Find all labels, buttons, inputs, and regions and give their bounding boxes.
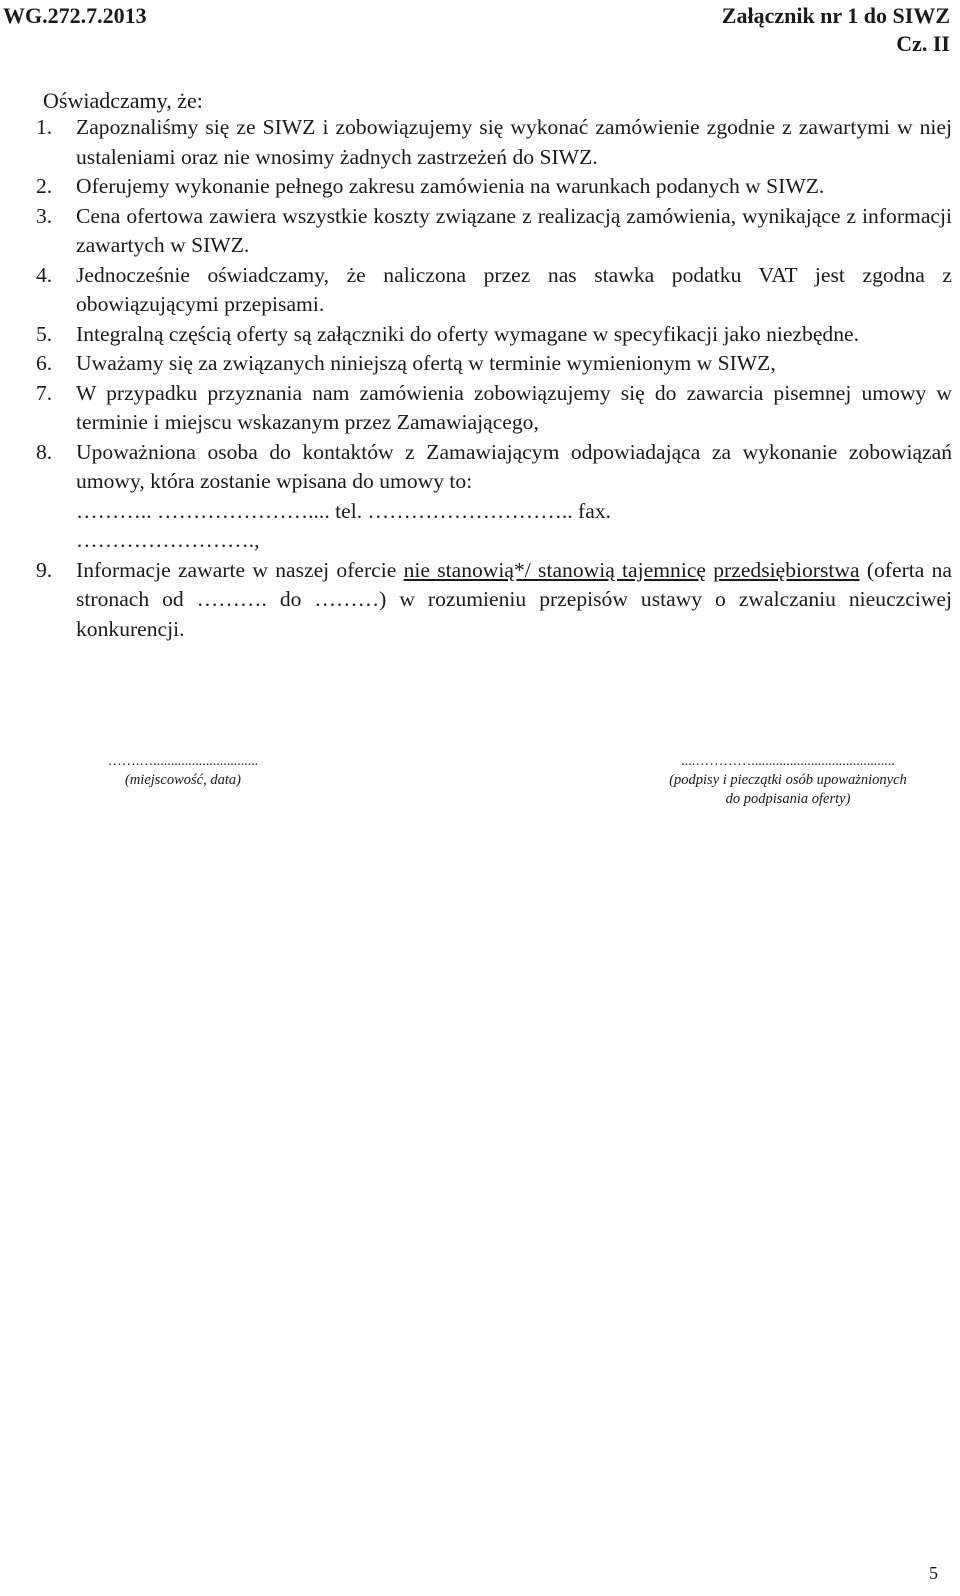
annex-part: Cz. II [896,31,950,56]
annex-header [722,2,950,58]
list-item-number: 5. [36,321,53,346]
list-item-number: 8. [36,439,53,464]
list-item [36,172,952,202]
contact-fill-in-line: ……….. ………………….... tel. ……………………….. fax. [76,498,612,523]
confidentiality-lead: Informacje zawarte w naszej ofercie [76,557,404,582]
list-item-number: 1. [36,115,53,139]
list-item-text [76,556,952,645]
authorized-signature-caption-1: (podpisy i pieczątki osób upoważnionych [669,772,907,788]
confidentiality-term: przedsiębiorstwa [713,557,860,582]
list-item-text: W przypadku przyznania nam zamówienia zobowiązujemy się do zawarcia pisemnej umowy w terminie i miejscu wskazanym przez Zamawiającego, [76,380,952,434]
list-item-text: Upoważniona osoba do kontaktów z Zamawiającym odpowiadająca za wykonanie zobowiązań umowy, która zostanie wpisana do umowy to: [76,439,952,493]
list-item [36,261,952,320]
list-item-text: Cena ofertowa zawiera wszystkie koszty związane z realizacją zamówienia, wynikające z informacji zawartych w SIWZ. [76,203,952,257]
list-item [36,320,952,350]
declaration-list [36,113,952,644]
authorized-signature-dotted-line: ....…………......................................... [681,754,895,769]
list-item [36,379,952,438]
place-date-dotted-line: …….….............................. [107,754,259,769]
list-item-text: Zapoznaliśmy się ze SIWZ i zobowiązujemy się wykonać zamówienie zgodnie z zawartymi w niej ustaleniami oraz nie wnosimy żadnych zastrzeżeń do SIWZ. [76,115,952,169]
list-item-number: 3. [36,203,53,228]
confidentiality-tail: (oferta na stronach od ………. do ………) w rozumieniu przepisów ustawy o zwalczaniu nieuczciwej konkurencji. [76,557,952,641]
list-item [36,202,952,261]
list-item-number: 9. [36,557,53,582]
list-item [36,438,952,556]
list-item [36,113,952,172]
document-reference-number: WG.272.7.2013 [3,3,147,28]
list-item-confidentiality [36,556,952,645]
declaration-intro: Oświadczamy, że: [43,88,203,113]
contact-fill-in-line-2: ……………………., [76,528,260,552]
list-item-number: 2. [36,174,53,198]
list-item-text: Jednocześnie oświadczamy, że naliczona przez nas stawka podatku VAT jest zgodna z obowiązującymi przepisami. [76,262,952,316]
list-item-number: 4. [36,262,53,287]
place-date-caption: (miejscowość, data) [125,772,241,788]
list-item-number: 7. [36,380,53,405]
list-item-text: Integralną częścią oferty są załączniki do oferty wymagane w specyfikacji jako niezbędne. [76,321,859,346]
place-date-signature-block [48,752,318,790]
authorized-signature-block [620,752,956,809]
list-item-text: Oferujemy wykonanie pełnego zakresu zamówienia na warunkach podanych w SIWZ. [76,174,825,198]
authorized-signature-caption-2: do podpisania oferty) [725,791,851,807]
confidentiality-choice: nie stanowią*/ stanowią tajemnicę [403,557,706,582]
list-item-text: Uważamy się za związanych niniejszą ofertą w terminie wymienionym w SIWZ, [76,351,776,375]
page-number: 5 [929,1563,938,1583]
annex-title: Załącznik nr 1 do SIWZ [721,3,950,28]
list-item [36,349,952,379]
list-item-number: 6. [36,351,53,375]
